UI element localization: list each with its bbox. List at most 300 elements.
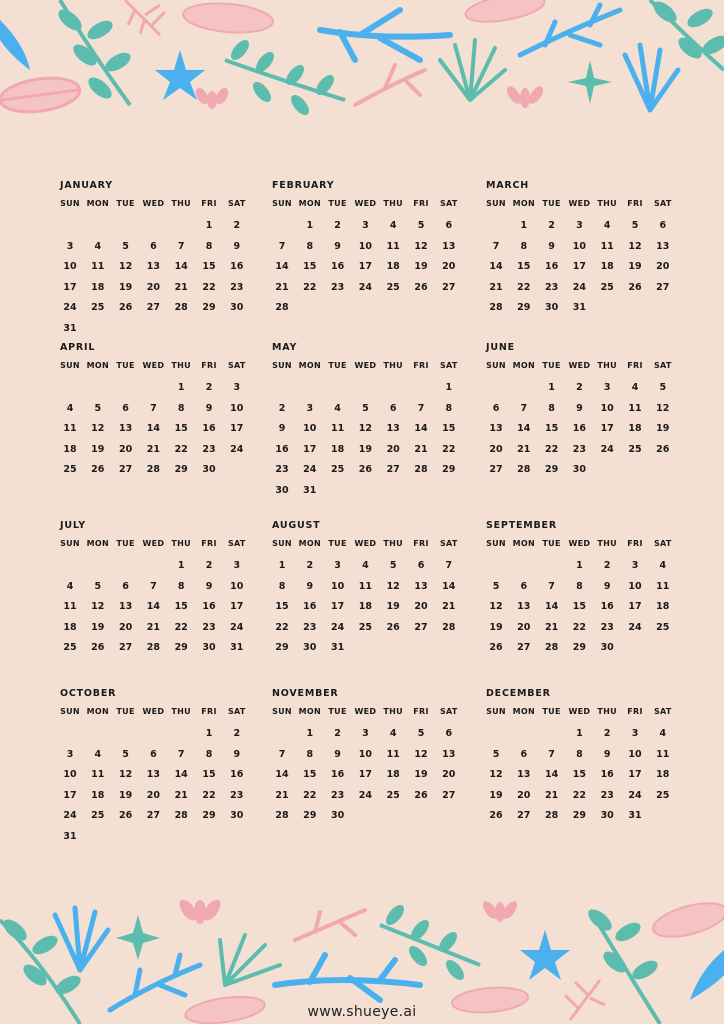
day-cell: 10 [572,240,586,252]
weekday-label: TUE [328,199,347,208]
day-cell: 27 [386,464,400,476]
flower-icon [193,86,231,109]
day-cell: 14 [146,423,160,435]
day-cell: 9 [306,580,314,592]
weekday-label: FRI [201,539,217,548]
month-title: MARCH [486,180,530,191]
weekday-label: SAT [653,707,672,716]
day-cell: 30 [330,810,345,822]
day-cell: 25 [91,302,105,314]
day-cell: 23 [600,621,614,633]
day-cell: 17 [358,769,372,781]
day-cell: 27 [146,302,160,314]
day-cell: 30 [202,642,216,654]
day-cell: 21 [544,789,559,801]
day-cell: 7 [445,560,453,571]
day-cell: 9 [334,240,341,252]
day-cell: 15 [174,601,188,613]
weekday-label: THU [597,539,617,548]
day-cell: 9 [233,748,241,760]
day-cell: 5 [492,748,500,760]
day-cell: 4 [603,220,611,231]
day-cell: 19 [628,261,642,273]
day-cell: 24 [230,443,244,455]
day-cell: 25 [358,621,372,633]
day-cell: 12 [489,601,503,613]
day-cell: 29 [174,642,188,654]
day-cell: 11 [628,402,642,414]
day-cell: 20 [517,789,531,801]
weekday-label: FRI [627,707,643,716]
day-cell: 15 [303,769,317,781]
weekday-label: MON [512,539,535,548]
day-cell: 12 [656,402,670,414]
day-cell: 18 [91,789,105,801]
day-cell: 8 [278,580,286,592]
day-cell: 4 [389,220,397,231]
weekday-label: MON [86,707,109,716]
day-cell: 22 [202,281,216,293]
day-cell: 28 [275,810,289,822]
day-cell: 30 [572,464,586,476]
day-cell: 18 [656,769,670,781]
day-cell: 31 [628,810,642,822]
day-cell: 7 [278,748,286,760]
day-cell: 16 [330,769,345,781]
day-cell: 27 [414,621,428,633]
day-cell: 20 [414,601,428,613]
day-cell: 5 [417,220,425,231]
day-cell: 19 [118,789,133,801]
day-cell: 10 [358,240,372,252]
day-cell: 11 [386,748,400,760]
day-cell: 3 [631,728,639,739]
day-cell: 15 [202,769,216,781]
day-cell: 20 [146,789,160,801]
day-cell: 30 [600,810,614,822]
day-cell: 21 [442,601,456,613]
weekday-label: TUE [542,361,561,370]
day-cell: 3 [576,220,583,231]
day-cell: 13 [442,748,456,760]
weekday-label: SAT [227,361,246,370]
day-cell: 3 [362,728,369,739]
weekday-label: THU [597,707,617,716]
weekday-label: WED [568,707,591,716]
day-cell: 10 [63,769,77,781]
day-cell: 3 [66,748,74,760]
day-cell: 11 [63,601,77,613]
day-cell: 18 [628,423,642,435]
leaf-icon [650,897,724,944]
day-cell: 7 [177,748,185,760]
day-cell: 28 [544,642,559,654]
day-cell: 1 [576,728,583,739]
weekday-label: WED [142,539,165,548]
day-cell: 4 [659,560,667,571]
weekday-label: SAT [439,361,458,370]
day-cell: 27 [442,281,456,293]
day-cell: 24 [63,810,77,822]
website-footer[interactable]: www.shueye.ai [307,1004,417,1020]
weekday-label: SUN [60,707,80,716]
day-cell: 13 [118,601,133,613]
day-cell: 27 [656,281,670,293]
day-cell: 26 [118,810,133,822]
fan-palm-icon [625,45,678,110]
weekday-label: WED [568,539,591,548]
weekday-label: TUE [542,539,561,548]
day-cell: 31 [330,642,345,654]
day-cell: 19 [118,281,133,293]
day-cell: 4 [389,728,397,739]
weekday-label: SAT [227,707,246,716]
weekday-label: FRI [413,539,429,548]
day-cell: 23 [275,464,289,476]
day-cell: 7 [548,580,555,592]
day-cell: 9 [205,580,213,592]
day-cell: 28 [414,464,428,476]
day-cell: 11 [91,261,105,273]
weekday-label: TUE [542,707,561,716]
day-cell: 11 [600,240,614,252]
day-cell: 8 [306,748,314,760]
day-cell: 21 [146,621,160,633]
weekday-label: WED [568,199,591,208]
day-cell: 5 [362,402,369,414]
weekday-label: SUN [60,539,80,548]
day-cell: 30 [275,485,289,496]
day-cell: 7 [150,580,157,592]
day-cell: 17 [600,423,614,435]
day-cell: 5 [122,240,129,252]
day-cell: 22 [572,621,586,633]
day-cell: 25 [63,642,77,654]
day-cell: 14 [544,601,559,613]
branch-icon [380,902,480,983]
weekday-label: MON [86,361,109,370]
weekday-label: MON [86,199,109,208]
weekday-label: WED [354,199,377,208]
weekday-label: THU [383,199,403,208]
day-cell: 25 [628,443,642,455]
fern-icon [125,0,165,35]
day-cell: 14 [174,261,188,273]
day-cell: 30 [202,464,216,476]
day-cell: 19 [358,443,372,455]
day-cell: 13 [146,261,160,273]
day-cell: 1 [177,560,185,571]
day-cell: 1 [177,382,185,393]
fan-palm-icon [440,40,505,100]
day-cell: 26 [489,642,503,654]
day-cell: 27 [146,810,160,822]
weekday-label: TUE [328,361,347,370]
day-cell: 18 [91,281,105,293]
flower-icon [568,60,612,104]
weekday-label: WED [568,361,591,370]
day-cell: 1 [445,382,453,393]
day-cell: 4 [659,728,667,739]
day-cell: 12 [358,423,372,435]
day-cell: 13 [118,423,133,435]
day-cell: 8 [177,580,185,592]
day-cell: 16 [600,769,614,781]
day-cell: 14 [414,423,428,435]
day-cell: 19 [386,601,400,613]
day-cell: 28 [146,464,160,476]
day-cell: 28 [174,302,188,314]
day-cell: 14 [517,423,531,435]
day-cell: 30 [230,302,244,314]
day-cell: 18 [656,601,670,613]
weekday-label: SAT [653,199,672,208]
weekday-label: SAT [439,707,458,716]
day-cell: 3 [66,240,74,252]
day-cell: 15 [275,601,289,613]
day-cell: 13 [517,601,531,613]
day-cell: 24 [303,464,317,476]
day-cell: 10 [628,748,642,760]
day-cell: 11 [656,580,670,592]
leaf-icon [0,74,82,117]
weekday-label: WED [142,361,165,370]
day-cell: 26 [489,810,503,822]
day-cell: 25 [63,464,77,476]
day-cell: 10 [628,580,642,592]
day-cell: 10 [303,423,317,435]
day-cell: 1 [548,382,555,393]
day-cell: 7 [520,402,528,414]
day-cell: 5 [94,402,102,414]
day-cell: 23 [202,443,216,455]
fan-palm-icon [55,908,108,970]
day-cell: 21 [517,443,531,455]
day-cell: 7 [278,240,286,252]
day-cell: 12 [386,580,400,592]
leaf-icon [0,20,30,70]
day-cell: 15 [202,261,216,273]
day-cell: 1 [306,728,314,739]
weekday-label: SUN [486,707,506,716]
day-cell: 23 [230,789,244,801]
day-cell: 31 [303,485,317,496]
day-cell: 24 [600,443,614,455]
weekday-label: MON [298,361,321,370]
day-cell: 2 [548,220,555,231]
day-cell: 23 [202,621,216,633]
day-cell: 6 [520,580,528,592]
day-cell: 11 [656,748,670,760]
day-cell: 24 [230,621,244,633]
day-cell: 3 [233,382,241,393]
day-cell: 22 [202,789,216,801]
day-cell: 31 [63,831,77,842]
day-cell: 16 [230,769,244,781]
day-cell: 9 [548,240,555,252]
day-cell: 2 [603,560,611,571]
day-cell: 16 [230,261,244,273]
day-cell: 2 [306,560,314,571]
day-cell: 20 [656,261,670,273]
day-cell: 10 [230,580,244,592]
weekday-label: SUN [272,707,292,716]
day-cell: 22 [174,443,188,455]
day-cell: 22 [442,443,456,455]
day-cell: 26 [358,464,372,476]
weekday-label: WED [354,361,377,370]
flower-icon [480,899,520,922]
day-cell: 14 [146,601,160,613]
weekday-label: SAT [439,539,458,548]
day-cell: 21 [146,443,160,455]
weekday-label: THU [171,199,191,208]
weekday-label: THU [171,707,191,716]
day-cell: 16 [544,261,559,273]
day-cell: 27 [442,789,456,801]
day-cell: 4 [94,748,102,760]
day-cell: 6 [445,220,453,231]
month-title: SEPTEMBER [486,520,557,531]
day-cell: 19 [414,769,428,781]
weekday-label: THU [597,199,617,208]
day-cell: 16 [330,261,345,273]
day-cell: 8 [576,580,583,592]
month-title: FEBRUARY [272,180,335,191]
day-cell: 14 [275,769,289,781]
day-cell: 23 [230,281,244,293]
day-cell: 31 [572,302,586,314]
branch-icon [275,955,420,1000]
day-cell: 23 [330,789,345,801]
day-cell: 8 [205,240,213,252]
day-cell: 3 [306,402,314,414]
weekday-label: TUE [116,361,135,370]
day-cell: 25 [386,789,400,801]
day-cell: 30 [600,642,614,654]
day-cell: 21 [489,281,503,293]
month-title: JUNE [486,342,515,353]
weekday-label: FRI [201,199,217,208]
day-cell: 28 [544,810,559,822]
day-cell: 25 [656,789,670,801]
day-cell: 26 [386,621,400,633]
day-cell: 1 [520,220,528,231]
weekday-label: MON [298,199,321,208]
day-cell: 14 [442,580,456,592]
month-title: MAY [272,342,298,353]
day-cell: 1 [278,560,286,571]
weekday-label: SUN [272,361,292,370]
day-cell: 16 [202,423,216,435]
day-cell: 12 [628,240,642,252]
day-cell: 20 [118,621,133,633]
month-title: JANUARY [60,180,113,191]
day-cell: 29 [303,810,317,822]
weekday-label: SUN [486,199,506,208]
day-cell: 17 [628,769,642,781]
day-cell: 21 [544,621,559,633]
day-cell: 1 [306,220,314,231]
weekday-label: THU [597,361,617,370]
month-title: JULY [60,520,86,531]
day-cell: 2 [233,728,241,739]
weekday-label: THU [171,361,191,370]
day-cell: 12 [118,261,133,273]
day-cell: 22 [544,443,559,455]
day-cell: 19 [414,261,428,273]
weekday-label: MON [512,199,535,208]
day-cell: 6 [659,220,667,231]
day-cell: 10 [330,580,345,592]
day-cell: 17 [330,601,345,613]
day-cell: 22 [303,281,317,293]
top-botanical-border [0,0,724,130]
day-cell: 27 [118,642,133,654]
flower-icon [116,915,160,960]
day-cell: 20 [386,443,400,455]
day-cell: 2 [233,220,241,231]
day-cell: 9 [576,402,583,414]
day-cell: 13 [386,423,400,435]
day-cell: 8 [205,748,213,760]
day-cell: 20 [442,769,456,781]
weekday-label: THU [383,707,403,716]
day-cell: 6 [492,402,500,414]
leaf-icon [690,950,724,1000]
day-cell: 29 [275,642,289,654]
day-cell: 21 [275,789,289,801]
weekday-label: SUN [60,361,80,370]
day-cell: 18 [600,261,614,273]
day-cell: 11 [63,423,77,435]
day-cell: 17 [628,601,642,613]
day-cell: 27 [489,464,503,476]
day-cell: 6 [445,728,453,739]
day-cell: 28 [146,642,160,654]
day-cell: 27 [517,642,531,654]
weekday-label: FRI [627,361,643,370]
weekday-label: SUN [272,199,292,208]
weekday-label: THU [383,539,403,548]
day-cell: 20 [146,281,160,293]
day-cell: 12 [118,769,133,781]
day-cell: 16 [600,601,614,613]
day-cell: 21 [275,281,289,293]
weekday-label: TUE [328,707,347,716]
day-cell: 7 [177,240,185,252]
day-cell: 28 [489,302,503,314]
day-cell: 17 [63,281,77,293]
day-cell: 29 [202,302,216,314]
day-cell: 18 [358,601,372,613]
day-cell: 29 [572,810,586,822]
day-cell: 7 [492,240,500,252]
day-cell: 19 [656,423,670,435]
day-cell: 15 [517,261,531,273]
weekday-label: WED [354,707,377,716]
day-cell: 30 [544,302,559,314]
day-cell: 20 [489,443,503,455]
day-cell: 8 [576,748,583,760]
day-cell: 11 [358,580,372,592]
day-cell: 5 [492,580,500,592]
month-title: OCTOBER [60,688,117,699]
day-cell: 6 [520,748,528,760]
day-cell: 21 [174,789,188,801]
day-cell: 25 [600,281,614,293]
leaf-icon [182,0,274,36]
